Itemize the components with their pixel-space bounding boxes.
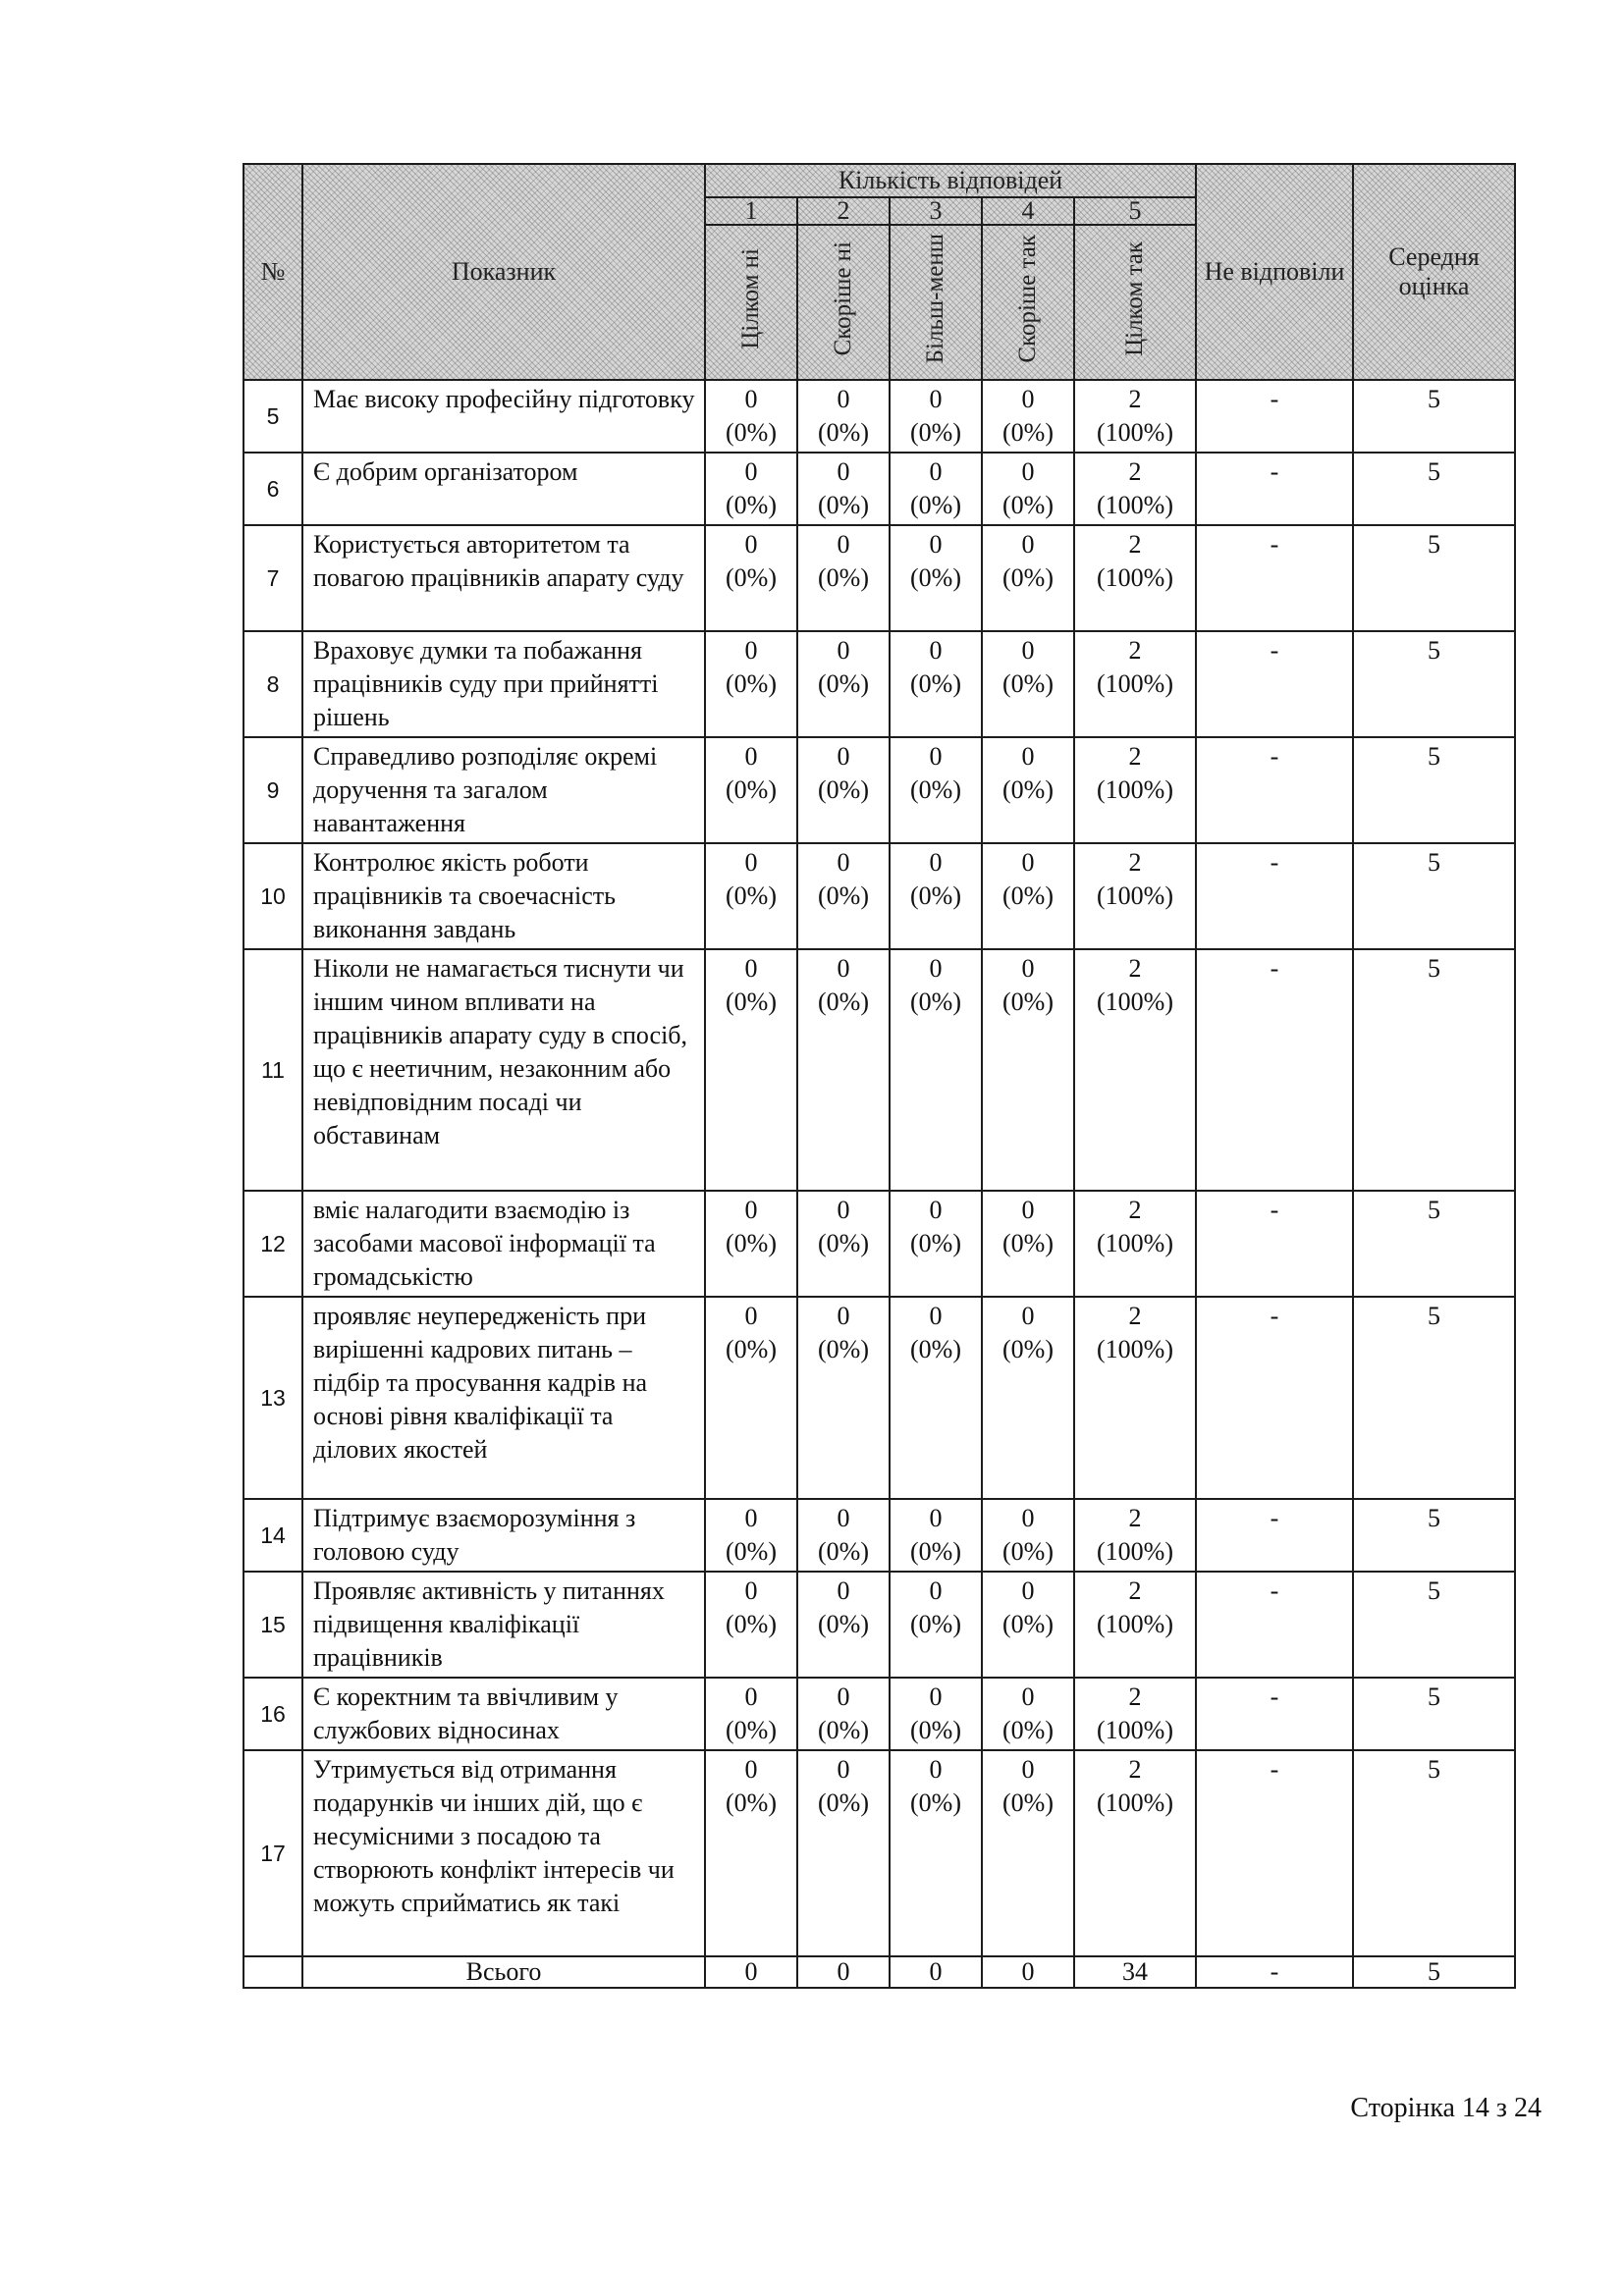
row-count-3 <box>890 1678 982 1750</box>
row-count-5 <box>1074 1750 1196 1956</box>
row-average: 5 <box>1353 631 1515 737</box>
row-no-answer: - <box>1196 453 1353 525</box>
row-indicator: вміє налагодити взаємодію із засобами масової інформації та громадськістю <box>302 1191 705 1297</box>
count-value: 0 <box>744 1576 758 1605</box>
count-percent: (100%) <box>1097 881 1173 910</box>
row-count-2 <box>797 1750 890 1956</box>
count-percent: (0%) <box>910 988 961 1016</box>
total-count-5: 34 <box>1074 1956 1196 1988</box>
count-value: 0 <box>1021 954 1035 983</box>
row-no-answer: - <box>1196 1572 1353 1678</box>
count-percent: (0%) <box>818 1335 869 1363</box>
table-row <box>243 525 1515 631</box>
count-value: 2 <box>1128 385 1142 413</box>
row-count-1 <box>705 737 797 843</box>
count-percent: (100%) <box>1097 418 1173 447</box>
count-percent: (0%) <box>818 881 869 910</box>
row-no-answer: - <box>1196 843 1353 949</box>
count-percent: (100%) <box>1097 563 1173 592</box>
count-percent: (0%) <box>910 1789 961 1817</box>
row-count-5 <box>1074 1678 1196 1750</box>
row-count-3 <box>890 453 982 525</box>
count-value: 0 <box>1021 1682 1035 1711</box>
count-percent: (0%) <box>910 563 961 592</box>
row-count-2 <box>797 949 890 1191</box>
count-percent: (0%) <box>1002 1610 1054 1638</box>
count-value: 0 <box>1021 1576 1035 1605</box>
count-value: 0 <box>837 954 850 983</box>
row-count-5 <box>1074 737 1196 843</box>
count-percent: (0%) <box>910 418 961 447</box>
count-percent: (0%) <box>726 1716 777 1744</box>
count-value: 0 <box>837 636 850 665</box>
count-percent: (0%) <box>910 881 961 910</box>
row-count-2 <box>797 380 890 453</box>
row-number: 7 <box>243 525 302 631</box>
row-count-4 <box>982 737 1074 843</box>
row-indicator: Враховує думки та побажання працівників суду при прийнятті рішень <box>302 631 705 737</box>
row-average: 5 <box>1353 380 1515 453</box>
count-percent: (0%) <box>818 563 869 592</box>
count-percent: (0%) <box>1002 881 1054 910</box>
header-scale-label-3 <box>890 225 982 380</box>
count-value: 2 <box>1128 954 1142 983</box>
row-count-3 <box>890 525 982 631</box>
row-average: 5 <box>1353 1678 1515 1750</box>
count-value: 0 <box>1021 848 1035 877</box>
table-row <box>243 1499 1515 1572</box>
count-percent: (0%) <box>1002 1716 1054 1744</box>
header-number: № <box>243 164 302 380</box>
row-indicator: Проявляє активність у питаннях підвищення кваліфікації працівників <box>302 1572 705 1678</box>
count-percent: (0%) <box>1002 669 1054 698</box>
count-percent: (0%) <box>726 1335 777 1363</box>
row-indicator: Утримується від отримання подарунків чи інших дій, що є несумісними з посадою та створюють конфлікт інтересів чи можуть сприйматись як такі <box>302 1750 705 1956</box>
count-percent: (0%) <box>1002 775 1054 804</box>
header-scale-label-text: Скоріше так <box>1014 235 1041 363</box>
row-count-2 <box>797 1191 890 1297</box>
count-value: 0 <box>744 1755 758 1784</box>
header-indicator: Показник <box>302 164 705 380</box>
count-value: 0 <box>744 954 758 983</box>
row-no-answer: - <box>1196 1678 1353 1750</box>
row-number: 17 <box>243 1750 302 1956</box>
count-value: 0 <box>1021 1302 1035 1330</box>
survey-table-wrap <box>243 163 1514 1989</box>
row-count-2 <box>797 1572 890 1678</box>
row-indicator: Ніколи не намагається тиснути чи іншим чином впливати на працівників апарату суду в спосіб, що є неетичним, незаконним або невідповідним посаді чи обставинам <box>302 949 705 1191</box>
count-value: 0 <box>837 1755 850 1784</box>
count-value: 2 <box>1128 636 1142 665</box>
count-value: 2 <box>1128 742 1142 771</box>
table-row <box>243 453 1515 525</box>
count-value: 0 <box>837 530 850 559</box>
row-indicator: Підтримує взаєморозуміння з головою суду <box>302 1499 705 1572</box>
count-percent: (0%) <box>818 418 869 447</box>
count-value: 2 <box>1128 1302 1142 1330</box>
total-count-3: 0 <box>890 1956 982 1988</box>
row-count-4 <box>982 453 1074 525</box>
count-value: 0 <box>929 1504 943 1532</box>
table-row <box>243 1191 1515 1297</box>
row-count-2 <box>797 1297 890 1499</box>
count-value: 0 <box>1021 742 1035 771</box>
total-count-4: 0 <box>982 1956 1074 1988</box>
count-percent: (0%) <box>818 1229 869 1257</box>
count-value: 0 <box>929 530 943 559</box>
count-percent: (0%) <box>1002 563 1054 592</box>
row-count-5 <box>1074 380 1196 453</box>
count-percent: (0%) <box>818 1716 869 1744</box>
table-header <box>243 164 1515 380</box>
row-count-3 <box>890 380 982 453</box>
row-average: 5 <box>1353 737 1515 843</box>
count-value: 0 <box>837 457 850 486</box>
count-percent: (0%) <box>726 1229 777 1257</box>
total-label: Всього <box>302 1956 705 1988</box>
row-count-4 <box>982 1191 1074 1297</box>
count-value: 2 <box>1128 1196 1142 1224</box>
count-value: 0 <box>744 1682 758 1711</box>
count-value: 0 <box>929 385 943 413</box>
count-value: 0 <box>744 1504 758 1532</box>
count-percent: (0%) <box>1002 1335 1054 1363</box>
count-value: 0 <box>1021 636 1035 665</box>
count-value: 0 <box>744 530 758 559</box>
row-count-3 <box>890 1191 982 1297</box>
count-value: 2 <box>1128 1504 1142 1532</box>
count-percent: (0%) <box>1002 1229 1054 1257</box>
row-indicator: Є добрим організатором <box>302 453 705 525</box>
count-value: 0 <box>929 457 943 486</box>
count-value: 0 <box>929 742 943 771</box>
row-no-answer: - <box>1196 525 1353 631</box>
row-average: 5 <box>1353 1499 1515 1572</box>
count-value: 0 <box>744 457 758 486</box>
count-percent: (100%) <box>1097 775 1173 804</box>
row-count-1 <box>705 1297 797 1499</box>
row-count-2 <box>797 453 890 525</box>
count-percent: (0%) <box>1002 418 1054 447</box>
row-count-4 <box>982 380 1074 453</box>
row-count-4 <box>982 843 1074 949</box>
row-count-1 <box>705 1499 797 1572</box>
row-count-1 <box>705 1572 797 1678</box>
count-percent: (0%) <box>818 1610 869 1638</box>
row-count-4 <box>982 1499 1074 1572</box>
count-value: 0 <box>929 636 943 665</box>
row-average: 5 <box>1353 453 1515 525</box>
count-percent: (0%) <box>1002 1789 1054 1817</box>
row-count-5 <box>1074 1499 1196 1572</box>
row-count-2 <box>797 1499 890 1572</box>
row-no-answer: - <box>1196 631 1353 737</box>
count-value: 0 <box>929 1302 943 1330</box>
row-indicator: проявляє неупередженість при вирішенні кадрових питань – підбір та просування кадрів на основі рівня кваліфікації та ділових якостей <box>302 1297 705 1499</box>
count-percent: (0%) <box>910 775 961 804</box>
row-count-1 <box>705 380 797 453</box>
count-percent: (0%) <box>818 775 869 804</box>
row-count-1 <box>705 1678 797 1750</box>
row-no-answer: - <box>1196 1297 1353 1499</box>
row-count-1 <box>705 1191 797 1297</box>
row-no-answer: - <box>1196 1499 1353 1572</box>
count-percent: (100%) <box>1097 1335 1173 1363</box>
header-scale-number-1: 1 <box>705 197 797 225</box>
total-average: 5 <box>1353 1956 1515 1988</box>
row-number: 9 <box>243 737 302 843</box>
count-percent: (0%) <box>726 563 777 592</box>
count-value: 0 <box>744 742 758 771</box>
table-row <box>243 1572 1515 1678</box>
row-count-5 <box>1074 631 1196 737</box>
count-value: 0 <box>1021 1755 1035 1784</box>
count-value: 0 <box>1021 1196 1035 1224</box>
row-count-5 <box>1074 453 1196 525</box>
header-scale-label-5 <box>1074 225 1196 380</box>
header-no-answer: Не відповіли <box>1196 164 1353 380</box>
count-value: 0 <box>837 1682 850 1711</box>
header-scale-number-4: 4 <box>982 197 1074 225</box>
count-value: 0 <box>929 1682 943 1711</box>
count-value: 0 <box>837 1504 850 1532</box>
row-count-2 <box>797 631 890 737</box>
header-scale-label-text: Цілком ні <box>737 248 764 349</box>
row-count-2 <box>797 525 890 631</box>
count-value: 0 <box>929 954 943 983</box>
row-count-3 <box>890 949 982 1191</box>
row-count-3 <box>890 737 982 843</box>
count-value: 0 <box>929 1576 943 1605</box>
row-count-5 <box>1074 949 1196 1191</box>
count-percent: (0%) <box>726 775 777 804</box>
row-count-5 <box>1074 1297 1196 1499</box>
row-count-4 <box>982 525 1074 631</box>
row-count-1 <box>705 1750 797 1956</box>
row-count-5 <box>1074 1572 1196 1678</box>
count-percent: (0%) <box>726 1537 777 1566</box>
header-scale-label-1 <box>705 225 797 380</box>
count-percent: (100%) <box>1097 491 1173 519</box>
count-value: 2 <box>1128 1682 1142 1711</box>
row-average: 5 <box>1353 1572 1515 1678</box>
count-value: 0 <box>744 848 758 877</box>
row-count-1 <box>705 631 797 737</box>
row-average: 5 <box>1353 843 1515 949</box>
row-no-answer: - <box>1196 737 1353 843</box>
row-count-3 <box>890 843 982 949</box>
count-percent: (0%) <box>726 418 777 447</box>
row-count-1 <box>705 525 797 631</box>
count-percent: (100%) <box>1097 1789 1173 1817</box>
row-number: 12 <box>243 1191 302 1297</box>
count-percent: (0%) <box>818 988 869 1016</box>
table-row <box>243 1297 1515 1499</box>
row-count-5 <box>1074 843 1196 949</box>
row-no-answer: - <box>1196 1750 1353 1956</box>
count-percent: (0%) <box>1002 1537 1054 1566</box>
count-percent: (0%) <box>726 669 777 698</box>
count-percent: (0%) <box>910 1610 961 1638</box>
row-count-3 <box>890 1297 982 1499</box>
row-count-4 <box>982 1678 1074 1750</box>
row-no-answer: - <box>1196 380 1353 453</box>
row-number: 6 <box>243 453 302 525</box>
row-count-3 <box>890 1572 982 1678</box>
header-scale-label-4 <box>982 225 1074 380</box>
count-percent: (0%) <box>818 491 869 519</box>
header-scale-number-5: 5 <box>1074 197 1196 225</box>
count-value: 0 <box>929 1755 943 1784</box>
count-percent: (100%) <box>1097 988 1173 1016</box>
count-value: 0 <box>744 1196 758 1224</box>
table-row <box>243 737 1515 843</box>
row-indicator: Контролює якість роботи працівників та своечасність виконання завдань <box>302 843 705 949</box>
count-percent: (100%) <box>1097 669 1173 698</box>
count-value: 0 <box>929 1196 943 1224</box>
table-row <box>243 631 1515 737</box>
row-indicator: Має високу професійну підготовку <box>302 380 705 453</box>
count-value: 0 <box>744 636 758 665</box>
total-count-2: 0 <box>797 1956 890 1988</box>
count-percent: (0%) <box>910 669 961 698</box>
count-percent: (0%) <box>726 1610 777 1638</box>
count-value: 0 <box>1021 530 1035 559</box>
count-value: 2 <box>1128 457 1142 486</box>
count-value: 2 <box>1128 1755 1142 1784</box>
row-indicator: Справедливо розподіляє окремі доручення та загалом навантаження <box>302 737 705 843</box>
total-row <box>243 1956 1515 1988</box>
row-number: 5 <box>243 380 302 453</box>
row-number: 10 <box>243 843 302 949</box>
table-row <box>243 1678 1515 1750</box>
row-count-1 <box>705 453 797 525</box>
row-no-answer: - <box>1196 949 1353 1191</box>
row-count-4 <box>982 1572 1074 1678</box>
row-count-2 <box>797 737 890 843</box>
count-percent: (0%) <box>818 669 869 698</box>
count-value: 0 <box>837 1196 850 1224</box>
row-indicator: Користується авторитетом та повагою працівників апарату суду <box>302 525 705 631</box>
count-percent: (0%) <box>910 491 961 519</box>
count-percent: (0%) <box>910 1716 961 1744</box>
header-responses-count: Кількість відповідей <box>705 164 1196 197</box>
count-percent: (0%) <box>726 491 777 519</box>
row-number: 15 <box>243 1572 302 1678</box>
header-scale-label-text: Більш-менш <box>922 234 948 364</box>
count-percent: (0%) <box>1002 491 1054 519</box>
header-scale-number-2: 2 <box>797 197 890 225</box>
count-percent: (0%) <box>818 1789 869 1817</box>
count-value: 0 <box>1021 457 1035 486</box>
table-body <box>243 380 1515 1956</box>
count-percent: (0%) <box>910 1537 961 1566</box>
count-value: 0 <box>837 1576 850 1605</box>
table-row <box>243 843 1515 949</box>
header-average: Середня оцінка <box>1353 164 1515 380</box>
row-no-answer: - <box>1196 1191 1353 1297</box>
row-count-2 <box>797 843 890 949</box>
page-number: Сторінка 14 з 24 <box>1350 2093 1542 2123</box>
count-value: 0 <box>744 1302 758 1330</box>
count-percent: (0%) <box>1002 988 1054 1016</box>
count-value: 0 <box>837 742 850 771</box>
count-value: 0 <box>837 385 850 413</box>
count-percent: (100%) <box>1097 1229 1173 1257</box>
count-value: 2 <box>1128 530 1142 559</box>
row-average: 5 <box>1353 949 1515 1191</box>
row-number: 14 <box>243 1499 302 1572</box>
count-percent: (0%) <box>818 1537 869 1566</box>
table-row <box>243 380 1515 453</box>
count-percent: (0%) <box>726 1789 777 1817</box>
count-value: 0 <box>837 1302 850 1330</box>
count-percent: (0%) <box>910 1335 961 1363</box>
row-number: 8 <box>243 631 302 737</box>
row-count-4 <box>982 1750 1074 1956</box>
row-count-3 <box>890 1499 982 1572</box>
header-scale-label-2 <box>797 225 890 380</box>
row-indicator: Є коректним та ввічливим у службових відносинах <box>302 1678 705 1750</box>
row-average: 5 <box>1353 1191 1515 1297</box>
count-percent: (100%) <box>1097 1610 1173 1638</box>
row-average: 5 <box>1353 1297 1515 1499</box>
count-value: 0 <box>837 848 850 877</box>
count-value: 2 <box>1128 848 1142 877</box>
count-value: 0 <box>744 385 758 413</box>
count-value: 0 <box>1021 1504 1035 1532</box>
row-count-4 <box>982 949 1074 1191</box>
total-number-cell <box>243 1956 302 1988</box>
table-row <box>243 1750 1515 1956</box>
row-average: 5 <box>1353 1750 1515 1956</box>
header-scale-label-text: Цілком так <box>1121 241 1148 356</box>
row-count-4 <box>982 1297 1074 1499</box>
row-count-4 <box>982 631 1074 737</box>
row-count-1 <box>705 843 797 949</box>
header-scale-label-text: Скоріше ні <box>830 241 856 356</box>
row-count-5 <box>1074 525 1196 631</box>
count-percent: (0%) <box>910 1229 961 1257</box>
row-number: 11 <box>243 949 302 1191</box>
row-count-3 <box>890 631 982 737</box>
count-value: 0 <box>929 848 943 877</box>
row-count-1 <box>705 949 797 1191</box>
total-no-answer: - <box>1196 1956 1353 1988</box>
count-percent: (0%) <box>726 988 777 1016</box>
row-count-3 <box>890 1750 982 1956</box>
count-value: 2 <box>1128 1576 1142 1605</box>
row-count-2 <box>797 1678 890 1750</box>
row-number: 13 <box>243 1297 302 1499</box>
table-row <box>243 949 1515 1191</box>
survey-results-table <box>243 163 1516 1989</box>
count-percent: (100%) <box>1097 1716 1173 1744</box>
row-number: 16 <box>243 1678 302 1750</box>
count-percent: (0%) <box>726 881 777 910</box>
row-average: 5 <box>1353 525 1515 631</box>
row-count-5 <box>1074 1191 1196 1297</box>
total-count-1: 0 <box>705 1956 797 1988</box>
count-value: 0 <box>1021 385 1035 413</box>
header-scale-number-3: 3 <box>890 197 982 225</box>
count-percent: (100%) <box>1097 1537 1173 1566</box>
